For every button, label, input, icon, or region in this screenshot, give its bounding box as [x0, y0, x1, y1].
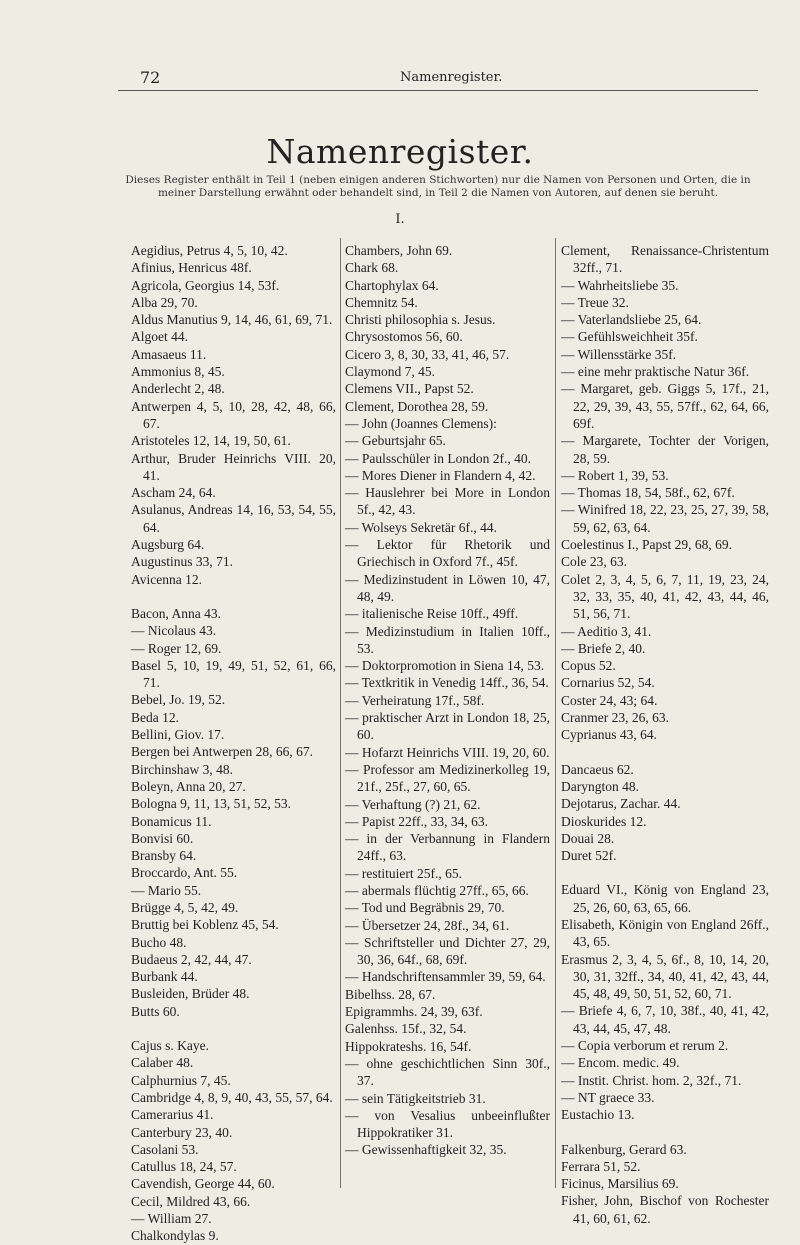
index-entry: Augustinus 33, 71.	[131, 554, 234, 570]
index-entry: Ascham 24, 64.	[131, 485, 216, 501]
index-entry: — Aeditio 3, 41.	[561, 623, 652, 639]
index-entry: Cornarius 52, 54.	[561, 675, 655, 691]
index-entry: Aegidius, Petrus 4, 5, 10, 42.	[131, 243, 288, 258]
index-entry: — Medizinstudium in Italien 10ff., 53.	[345, 623, 550, 656]
index-entry: — Copia verborum et rerum 2.	[561, 1038, 729, 1054]
index-entry: — Robert 1, 39, 53.	[561, 467, 669, 483]
index-entry: Eduard VI., König von England 23, 25, 26, 60, 63, 65, 66.	[561, 882, 769, 915]
index-entry: Aldus Manutius 9, 14, 46, 61, 69, 71.	[131, 312, 333, 328]
index-entry: Bruttig bei Koblenz 45, 54.	[131, 917, 279, 933]
index-entry: Chemnitz 54.	[345, 294, 418, 310]
index-entry: Ammonius 8, 45.	[131, 364, 225, 380]
index-entry: — Roger 12, 69.	[131, 640, 222, 656]
letter-gap	[561, 864, 769, 881]
index-entry: Calphurnius 7, 45.	[131, 1072, 231, 1088]
index-entry: Dejotarus, Zachar. 44.	[561, 796, 681, 812]
index-entry: Cyprianus 43, 64.	[561, 727, 657, 743]
index-entry: Amasaeus 11.	[131, 346, 207, 362]
index-entry: Elisabeth, Königin von England 26ff., 43, 65.	[561, 916, 769, 950]
index-entry: — Papist 22ff., 33, 34, 63.	[345, 813, 489, 829]
section-label: I.	[395, 212, 405, 227]
index-entry: — Gewissenhaftigkeit 32, 35.	[345, 1142, 507, 1158]
index-entry: Copus 52.	[561, 658, 616, 674]
index-entry: Burbank 44.	[131, 969, 198, 985]
index-entry: Catullus 18, 24, 57.	[131, 1159, 237, 1175]
index-entry: Arthur, Bruder Heinrichs VIII. 20, 41.	[131, 450, 336, 483]
index-entry: Cicero 3, 8, 30, 33, 41, 46, 57.	[345, 346, 510, 362]
index-entry: — Professor am Medizinerkolleg 19, 21f., 25f., 27, 60, 65.	[345, 761, 550, 795]
index-entry: Douai 28.	[561, 830, 615, 846]
index-entry: — Hauslehrer bei More in London 5f., 42, 43.	[345, 485, 550, 518]
index-entry: — John (Joannes Clemens):	[345, 415, 497, 431]
index-entry: — Winifred 18, 22, 23, 25, 27, 39, 58, 59, 62, 63, 64.	[561, 502, 769, 535]
index-entry: Coelestinus I., Papst 29, 68, 69.	[561, 537, 732, 553]
index-entry: — ohne geschichtlichen Sinn 30f., 37.	[345, 1055, 550, 1089]
index-entry: — Mario 55.	[131, 882, 202, 898]
index-entry: Clemens VII., Papst 52.	[345, 381, 474, 397]
running-head: Namenregister.	[400, 70, 503, 85]
index-entry: Galenhss. 15f., 32, 54.	[345, 1021, 467, 1037]
index-entry: Bonamicus 11.	[131, 813, 212, 829]
index-entry: — Textkritik in Venedig 14ff., 36, 54.	[345, 675, 549, 691]
column-divider	[555, 238, 556, 1188]
index-entry: Dancaeus 62.	[561, 761, 634, 777]
index-entry: — Nicolaus 43.	[131, 623, 217, 639]
index-entry: Birchinshaw 3, 48.	[131, 761, 233, 777]
index-entry: Christi philosophia s. Jesus.	[345, 312, 496, 328]
index-entry: — Briefe 2, 40.	[561, 640, 646, 656]
index-entry: Bellini, Giov. 17.	[131, 727, 225, 743]
index-entry: Fisher, John, Bischof von Rochester 41, 60, 61, 62.	[561, 1193, 769, 1226]
index-entry: Ferrara 51, 52.	[561, 1158, 641, 1174]
index-entry: Antwerpen 4, 5, 10, 28, 42, 48, 66, 67.	[131, 398, 336, 431]
index-entry: — Margaret, geb. Giggs 5, 17f., 21, 22, 29, 39, 43, 55, 57ff., 62, 64, 66, 69f.	[561, 381, 769, 431]
header-rule	[118, 90, 758, 91]
index-entry: — Wolseys Sekretär 6f., 44.	[345, 519, 498, 535]
index-entry: — Margarete, Tochter der Vorigen, 28, 59.	[561, 433, 769, 466]
index-entry: Budaeus 2, 42, 44, 47.	[131, 951, 252, 967]
index-entry: Chark 68.	[345, 260, 399, 276]
index-entry: Calaber 48.	[131, 1055, 194, 1071]
index-entry: Alba 29, 70.	[131, 294, 198, 310]
index-entry: Asulanus, Andreas 14, 16, 53, 54, 55, 64.	[131, 502, 336, 535]
index-entry: Casolani 53.	[131, 1141, 199, 1157]
column-divider	[340, 238, 341, 1188]
index-entry: Chrysostomos 56, 60.	[345, 329, 463, 345]
index-entry: — Hofarzt Heinrichs VIII. 19, 20, 60.	[345, 744, 550, 760]
index-entry: — restituiert 25f., 65.	[345, 865, 462, 881]
index-entry: — praktischer Arzt in London 18, 25, 60.	[345, 710, 550, 743]
index-entry: Avicenna 12.	[131, 571, 202, 587]
index-entry: Basel 5, 10, 19, 49, 51, 52, 61, 66, 71.	[131, 657, 336, 691]
index-entry: Algoet 44.	[131, 329, 188, 345]
index-entry: Daryngton 48.	[561, 778, 639, 794]
index-entry: Cranmer 23, 26, 63.	[561, 710, 669, 726]
index-entry: — Verheiratung 17f., 58f.	[345, 692, 485, 708]
index-entry: Eustachio 13.	[561, 1107, 635, 1123]
index-entry: — Verhaftung (?) 21, 62.	[345, 796, 481, 812]
index-entry: — eine mehr praktische Natur 36f.	[561, 364, 750, 380]
index-entry: Bergen bei Antwerpen 28, 66, 67.	[131, 744, 313, 760]
index-entry: Bransby 64.	[131, 848, 197, 864]
index-entry: — abermals flüchtig 27ff., 65, 66.	[345, 882, 529, 898]
index-entry: Bibelhss. 28, 67.	[345, 986, 436, 1002]
index-entry: — Übersetzer 24, 28f., 34, 61.	[345, 917, 510, 933]
index-entry: — William 27.	[131, 1211, 212, 1227]
index-entry: Cole 23, 63.	[561, 554, 627, 570]
index-entry: — Encom. medic. 49.	[561, 1055, 680, 1071]
page-number: 72	[140, 68, 161, 87]
index-entry: Butts 60.	[131, 1003, 180, 1019]
index-entry: — Medizinstudent in Löwen 10, 47, 48, 49.	[345, 571, 550, 604]
index-entry: Camerarius 41.	[131, 1107, 214, 1123]
index-entry: Bacon, Anna 43.	[131, 605, 221, 621]
index-entry: Chartophylax 64.	[345, 277, 439, 293]
index-entry: — NT graece 33.	[561, 1089, 655, 1105]
index-entry: Anderlecht 2, 48.	[131, 381, 225, 397]
index-entry: — Gefühlsweichheit 35f.	[561, 329, 698, 345]
index-entry: — Vaterlandsliebe 25, 64.	[561, 312, 702, 328]
index-entry: Hippokrateshs. 16, 54f.	[345, 1038, 472, 1054]
index-entry: — Wahrheitsliebe 35.	[561, 277, 679, 293]
intro-note: Dieses Register enthält in Teil 1 (neben einigen anderen Stichworten) nur die Namen von Personen und Orten, die in meiner Darstellung erwähnt oder behandelt sind, in Teil 2 die Namen von Autoren, auf denen sie beruht.	[125, 174, 751, 199]
index-entry: — sein Tätigkeitstrieb 31.	[345, 1090, 486, 1106]
index-entry: Broccardo, Ant. 55.	[131, 865, 238, 881]
index-entry: Claymond 7, 45.	[345, 364, 435, 380]
column-3	[561, 242, 769, 1227]
index-entry: Clement, Renaissance-Christentum 32ff., 71.	[561, 243, 769, 276]
index-entry: — Schriftsteller und Dichter 27, 29, 30, 36, 64f., 68, 69f.	[345, 934, 550, 968]
index-entry: Cecil, Mildred 43, 66.	[131, 1193, 251, 1209]
index-entry: — Geburtsjahr 65.	[345, 433, 446, 449]
index-entry: Boleyn, Anna 20, 27.	[131, 778, 246, 794]
index-entry: Cajus s. Kaye.	[131, 1038, 209, 1054]
index-entry: — Briefe 4, 6, 7, 10, 38f., 40, 41, 42, 43, 44, 45, 47, 48.	[561, 1003, 769, 1036]
index-entry: Coster 24, 43; 64.	[561, 692, 658, 708]
index-entry: Chalkondylas 9.	[131, 1228, 219, 1244]
index-entry: — italienische Reise 10ff., 49ff.	[345, 606, 519, 622]
index-entry: Bologna 9, 11, 13, 51, 52, 53.	[131, 796, 291, 812]
index-entry: Bucho 48.	[131, 934, 187, 950]
index-entry: Augsburg 64.	[131, 537, 205, 553]
letter-gap	[561, 744, 769, 761]
index-entry: Canterbury 23, 40.	[131, 1124, 233, 1140]
letter-gap	[131, 588, 336, 605]
letter-gap	[131, 1020, 336, 1037]
index-entry: Colet 2, 3, 4, 5, 6, 7, 11, 19, 23, 24, 32, 33, 35, 40, 41, 42, 43, 44, 46, 51, 56, 71.	[561, 571, 769, 622]
index-entry: Duret 52f.	[561, 848, 617, 864]
index-entry: Agricola, Georgius 14, 53f.	[131, 277, 280, 293]
index-entry: Clement, Dorothea 28, 59.	[345, 398, 489, 414]
index-entry: Busleiden, Brüder 48.	[131, 986, 250, 1002]
index-entry: — Treue 32.	[561, 294, 629, 310]
index-entry: — Mores Diener in Flandern 4, 42.	[345, 467, 536, 483]
index-entry: — Lektor für Rhetorik und Griechisch in Oxford 7f., 45f.	[345, 537, 550, 570]
index-entry: Dioskurides 12.	[561, 813, 647, 829]
index-entry: — von Vesalius unbeeinflußter Hippokratiker 31.	[345, 1107, 550, 1141]
index-entry: Afinius, Henricus 48f.	[131, 260, 252, 276]
index-entry: — Thomas 18, 54, 58f., 62, 67f.	[561, 485, 735, 501]
index-entry: — Tod und Begräbnis 29, 70.	[345, 900, 505, 916]
index-entry: Bonvisi 60.	[131, 830, 194, 846]
index-entry: — Doktorpromotion in Siena 14, 53.	[345, 658, 545, 674]
index-entry: Epigrammhs. 24, 39, 63f.	[345, 1004, 483, 1020]
index-entry: Erasmus 2, 3, 4, 5, 6f., 8, 10, 14, 20, 30, 31, 32ff., 34, 40, 41, 42, 43, 44, 45, 48, 49, 50, 51, 52, 60, 71.	[561, 951, 769, 1002]
page-title: Namenregister.	[266, 132, 534, 171]
index-entry: Falkenburg, Gerard 63.	[561, 1141, 687, 1157]
index-entry: Ficinus, Marsilius 69.	[561, 1176, 679, 1192]
index-entry: Cambridge 4, 8, 9, 40, 43, 55, 57, 64.	[131, 1089, 333, 1105]
index-entry: — Paulsschüler in London 2f., 40.	[345, 450, 531, 466]
column-1	[131, 242, 336, 1245]
column-2	[345, 242, 550, 1159]
index-entry: Aristoteles 12, 14, 19, 50, 61.	[131, 433, 291, 449]
index-entry: Bebel, Jo. 19, 52.	[131, 692, 226, 708]
index-entry: Brügge 4, 5, 42, 49.	[131, 899, 239, 915]
index-entry: — in der Verbannung in Flandern 24ff., 63.	[345, 831, 550, 864]
index-entry: — Willensstärke 35f.	[561, 346, 677, 362]
index-entry: — Handschriftensammler 39, 59, 64.	[345, 969, 546, 985]
index-entry: Chambers, John 69.	[345, 243, 453, 258]
letter-gap	[561, 1124, 769, 1141]
index-entry: Cavendish, George 44, 60.	[131, 1176, 275, 1192]
index-entry: Beda 12.	[131, 709, 179, 725]
index-entry: — Instit. Christ. hom. 2, 32f., 71.	[561, 1072, 742, 1088]
